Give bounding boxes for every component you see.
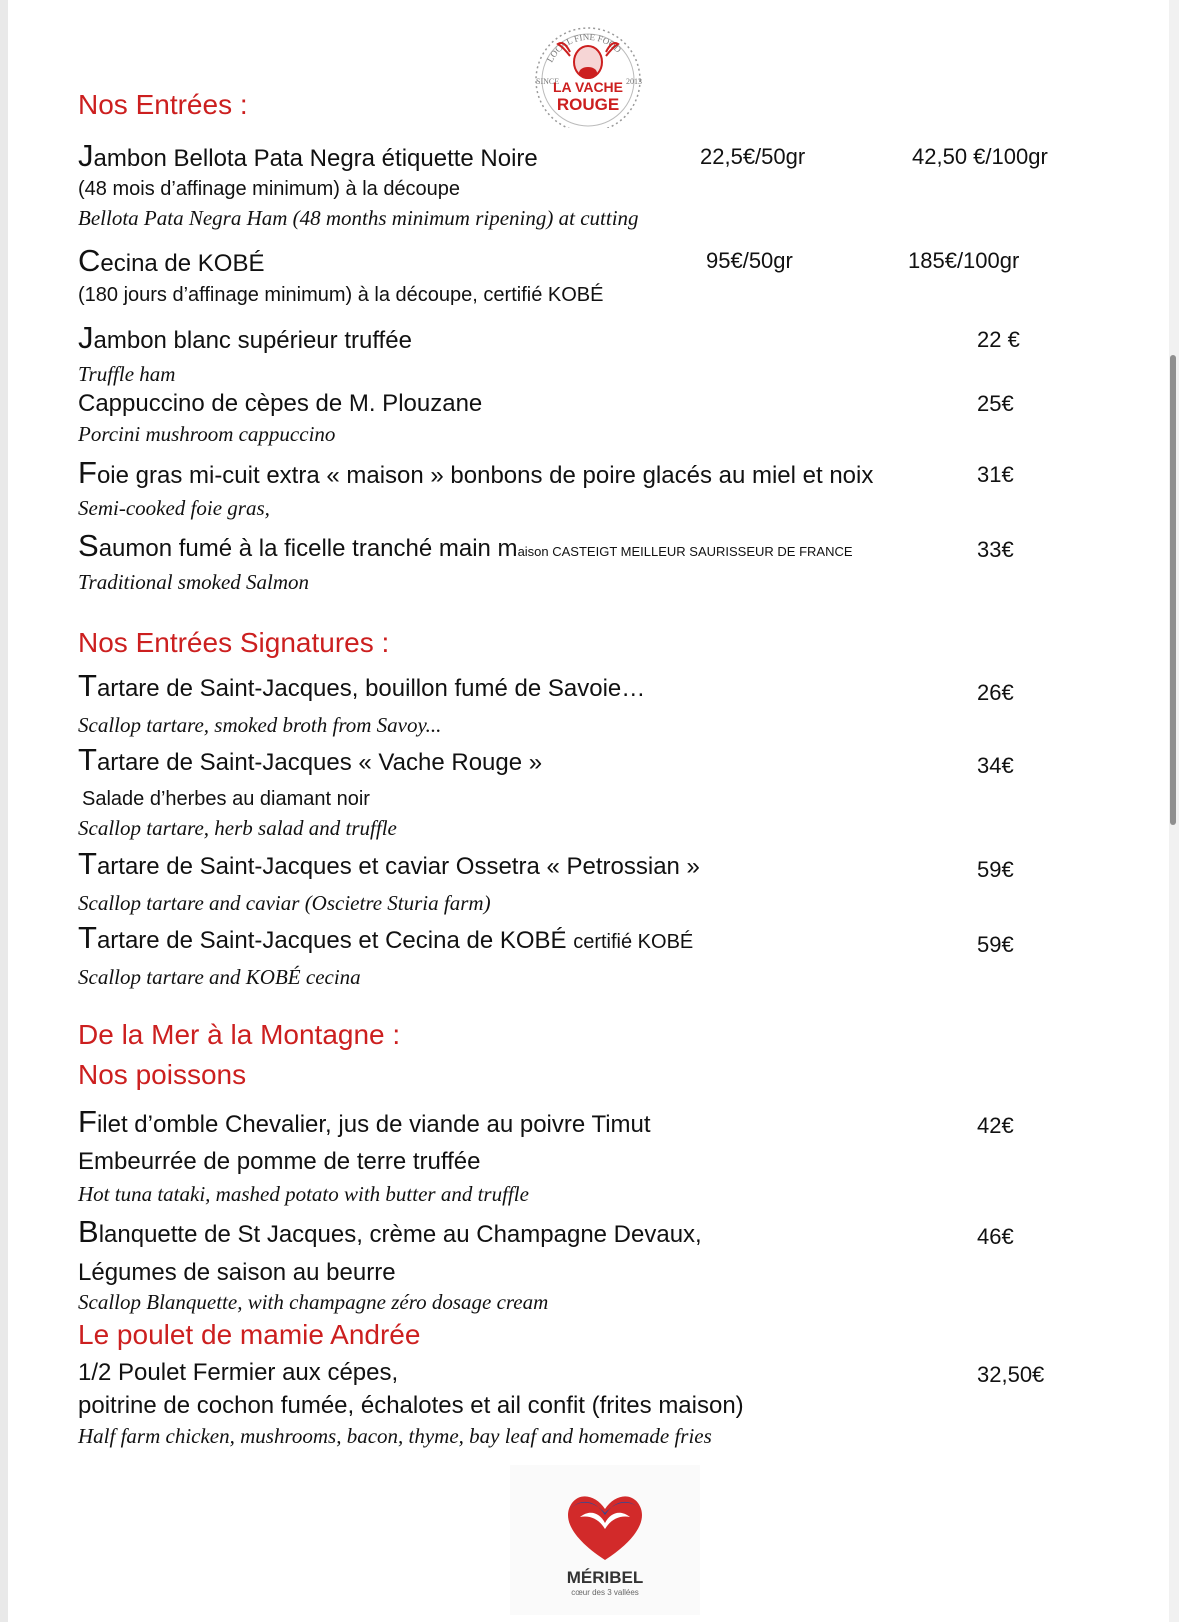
item-cecina-name: Cecina de KOBÉ	[78, 243, 265, 278]
item-omble-name: Filet d’omble Chevalier, jus de viande au poivre Timut	[78, 1104, 651, 1139]
item-cecina-price-100: 185€/100gr	[908, 248, 1020, 273]
item-blanquette-name: Blanquette de St Jacques, crème au Champagne Devaux,	[78, 1214, 702, 1249]
svg-text:LA VACHE: LA VACHE	[553, 79, 623, 95]
item-jambon-blanc-name: Jambon blanc supérieur truffée	[78, 320, 412, 355]
item-foie-gras-name: Foie gras mi-cuit extra « maison » bonbons de poire glacés au miel et noix	[78, 455, 874, 490]
item-poulet-price: 32,50€	[977, 1362, 1045, 1387]
scrollbar-track[interactable]	[1169, 0, 1179, 1622]
section-heading-poissons: Nos poissons	[78, 1059, 247, 1090]
item-tartare-vache-price: 34€	[977, 753, 1014, 778]
item-blanquette-price: 46€	[977, 1224, 1014, 1249]
item-omble-english: Hot tuna tataki, mashed potato with butter and truffle	[78, 1182, 529, 1206]
item-saumon-english: Traditional smoked Salmon	[78, 570, 310, 594]
item-cappuccino-price: 25€	[977, 391, 1014, 416]
svg-text:cœur des 3 vallées: cœur des 3 vallées	[571, 1588, 639, 1597]
item-blanquette-french: Légumes de saison au beurre	[78, 1259, 396, 1286]
svg-text:SINCE: SINCE	[536, 77, 560, 86]
item-cecina-price-50: 95€/50gr	[706, 248, 793, 273]
item-jambon-bellota-price-100: 42,50 €/100gr	[912, 144, 1048, 169]
heart-icon	[568, 1496, 642, 1560]
item-cappuccino-english: Porcini mushroom cappuccino	[78, 422, 336, 446]
page-left-edge	[0, 0, 8, 1622]
item-tartare-cecina-price: 59€	[977, 932, 1014, 957]
item-omble-price: 42€	[977, 1113, 1014, 1138]
cow-head-icon	[558, 43, 618, 78]
item-tartare-savoie-name: Tartare de Saint-Jacques, bouillon fumé de Savoie…	[78, 668, 646, 703]
item-jambon-bellota-price-50: 22,5€/50gr	[700, 144, 806, 169]
item-tartare-caviar-price: 59€	[977, 857, 1014, 882]
svg-text:ROUGE: ROUGE	[556, 95, 620, 114]
item-cecina-french: (180 jours d’affinage minimum) à la découpe, certifié KOBÉ	[78, 284, 604, 306]
item-blanquette-english: Scallop Blanquette, with champagne zéro dosage cream	[78, 1290, 549, 1314]
item-omble-french: Embeurrée de pomme de terre truffée	[78, 1148, 481, 1175]
svg-text:2013: 2013	[626, 77, 642, 86]
item-saumon-price: 33€	[977, 537, 1014, 562]
item-tartare-savoie-price: 26€	[977, 680, 1014, 705]
item-tartare-vache-english: Scallop tartare, herb salad and truffle	[78, 816, 397, 840]
item-jambon-bellota-english: Bellota Pata Negra Ham (48 months minimum ripening) at cutting	[78, 206, 639, 230]
section-heading-poulet: Le poulet de mamie Andrée	[78, 1319, 421, 1350]
item-foie-gras-price: 31€	[977, 462, 1014, 487]
item-tartare-caviar-english: Scallop tartare and caviar (Oscietre Sturia farm)	[78, 891, 491, 915]
la-vache-rouge-logo	[518, 18, 658, 128]
item-tartare-cecina-english: Scallop tartare and KOBÉ cecina	[78, 965, 361, 989]
section-heading-signatures: Nos Entrées Signatures :	[78, 627, 390, 658]
item-foie-gras-english: Semi-cooked foie gras,	[78, 496, 270, 520]
scrollbar-thumb[interactable]	[1170, 355, 1176, 825]
svg-text:LOCAL FINE FOOD: LOCAL FINE FOOD	[544, 31, 624, 64]
meribel-logo	[510, 1465, 700, 1615]
item-jambon-bellota-french: (48 mois d’affinage minimum) à la découpe	[78, 178, 461, 200]
item-poulet-english: Half farm chicken, mushrooms, bacon, thyme, bay leaf and homemade fries	[78, 1424, 712, 1448]
section-heading-entrees: Nos Entrées :	[78, 89, 248, 120]
item-tartare-savoie-english: Scallop tartare, smoked broth from Savoy...	[78, 713, 442, 737]
svg-text:MÉRIBEL: MÉRIBEL	[566, 1568, 644, 1587]
item-poulet-line1: 1/2 Poulet Fermier aux cépes,	[78, 1359, 399, 1386]
item-tartare-vache-name: Tartare de Saint-Jacques « Vache Rouge »	[78, 742, 543, 777]
item-jambon-blanc-english: Truffle ham	[78, 362, 176, 386]
item-cappuccino-name: Cappuccino de cèpes de M. Plouzane	[78, 390, 483, 417]
item-jambon-blanc-price: 22 €	[977, 327, 1020, 352]
item-tartare-cecina-name: Tartare de Saint-Jacques et Cecina de KOBÉ certifié KOBÉ	[78, 920, 694, 955]
item-saumon-name: Saumon fumé à la ficelle tranché main maison CASTEIGT MEILLEUR SAURISSEUR DE FRANCE	[78, 528, 853, 563]
section-heading-mer-montagne: De la Mer à la Montagne :	[78, 1019, 401, 1050]
item-poulet-line2: poitrine de cochon fumée, échalotes et ail confit (frites maison)	[78, 1392, 744, 1419]
item-jambon-bellota-name: Jambon Bellota Pata Negra étiquette Noire	[78, 138, 538, 173]
item-tartare-vache-french: Salade d’herbes au diamant noir	[82, 788, 370, 810]
item-tartare-caviar-name: Tartare de Saint-Jacques et caviar Ossetra « Petrossian »	[78, 846, 700, 881]
